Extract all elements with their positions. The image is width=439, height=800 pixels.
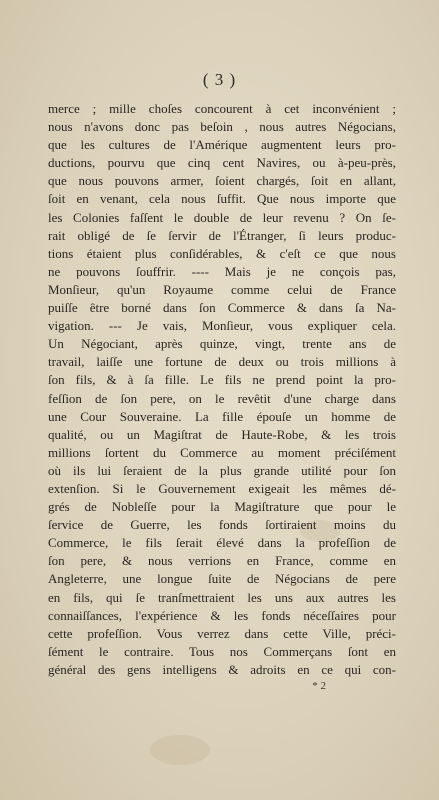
text-line: que nous pouvons armer, ſoient chargés, ſoit en allant, bbox=[48, 173, 396, 189]
text-line: rait obligé de ſe ſervir de l'Étranger, ſi leurs produc- bbox=[48, 227, 396, 243]
text-line: vigation. --- Je vais, Monſieur, vous expliquer cela. bbox=[48, 318, 396, 334]
text-line: grés de Nobleſſe pour la Magiſtrature que pour le bbox=[48, 499, 396, 515]
text-line: une Cour Souveraine. La fille épouſe un homme de bbox=[48, 408, 396, 424]
text-line: ſervice de Guerre, les fonds ſortiraient moins du bbox=[48, 517, 396, 533]
text-line: extenſion. Si le Gouvernement exigeait les mêmes dé- bbox=[48, 480, 396, 496]
text-line: en fils, qui ſe tranſmettraient les uns aux autres les bbox=[48, 589, 396, 605]
text-line: connaiſſances, l'expérience & les fonds néceſſaires pour bbox=[48, 607, 396, 623]
text-line: tions étaient plus conſidérables, & c'eſt ce que nous bbox=[48, 245, 396, 261]
text-line: ſon fils, & à ſa fille. Le fils ne prend point la pro- bbox=[48, 372, 396, 388]
text-line: nous n'avons donc pas beſoin , nous autres Négocians, bbox=[48, 119, 396, 135]
body-text bbox=[48, 100, 396, 679]
text-line: où ils lui ſeraient de la plus grande utilité pour ſon bbox=[48, 462, 396, 478]
text-line: qualité, ou un Magiſtrat de Haute-Robe, & les trois bbox=[48, 426, 396, 442]
text-line: merce ; mille choſes concourent à cet inconvénient ; bbox=[48, 101, 396, 116]
text-line: ſoit en venant, cela nous ſuffit. Que nous importe que bbox=[48, 191, 396, 207]
footer-row bbox=[48, 680, 396, 696]
text-line: cette profeſſion. Vous verrez dans cette Ville, préci- bbox=[48, 625, 396, 641]
text-line: puiſſe être borné dans ſon Commerce & dans ſa Na- bbox=[48, 300, 396, 316]
text-line: ſément le contraire. Tous nos Commerçans ſont en bbox=[48, 643, 396, 659]
text-line: Monſieur, qu'un Royaume comme celui de France bbox=[48, 281, 396, 297]
text-line: Angleterre, une longue ſuite de Négocians de pere bbox=[48, 571, 396, 587]
text-line: ductions, pourvu que cinq cent Navires, ou à-peu-près, bbox=[48, 155, 396, 171]
text-line: ſon pere, & nous verrions en France, comme en bbox=[48, 553, 396, 569]
text-line: que les cultures de l'Amérique augmentent leurs pro- bbox=[48, 137, 396, 153]
text-line: ne pouvons ſouffrir. ---- Mais je ne conçois pas, bbox=[48, 263, 396, 279]
page-number: ( 3 ) bbox=[202, 70, 237, 89]
text-line: les Colonies faſſent le double de leur revenu ? On ſe- bbox=[48, 209, 396, 225]
text-line: Commerce, le fils ſerait élevé dans la profeſſion de bbox=[48, 535, 396, 551]
text-line: feſſion de ſon pere, on le revêtit d'une charge dans bbox=[48, 390, 396, 406]
text-line: Un Négociant, après quinze, vingt, trente ans de bbox=[48, 336, 396, 352]
text-line: général des gens intelligens & adroits en ce qui con- bbox=[48, 661, 396, 677]
text-line: millions ſortent du Commerce au moment préciſément bbox=[48, 444, 396, 460]
signature-mark: * 2 bbox=[312, 680, 326, 692]
text-line: travail, laiſſe une fortune de deux ou trois millions à bbox=[48, 354, 396, 370]
paper-stain bbox=[150, 735, 210, 765]
